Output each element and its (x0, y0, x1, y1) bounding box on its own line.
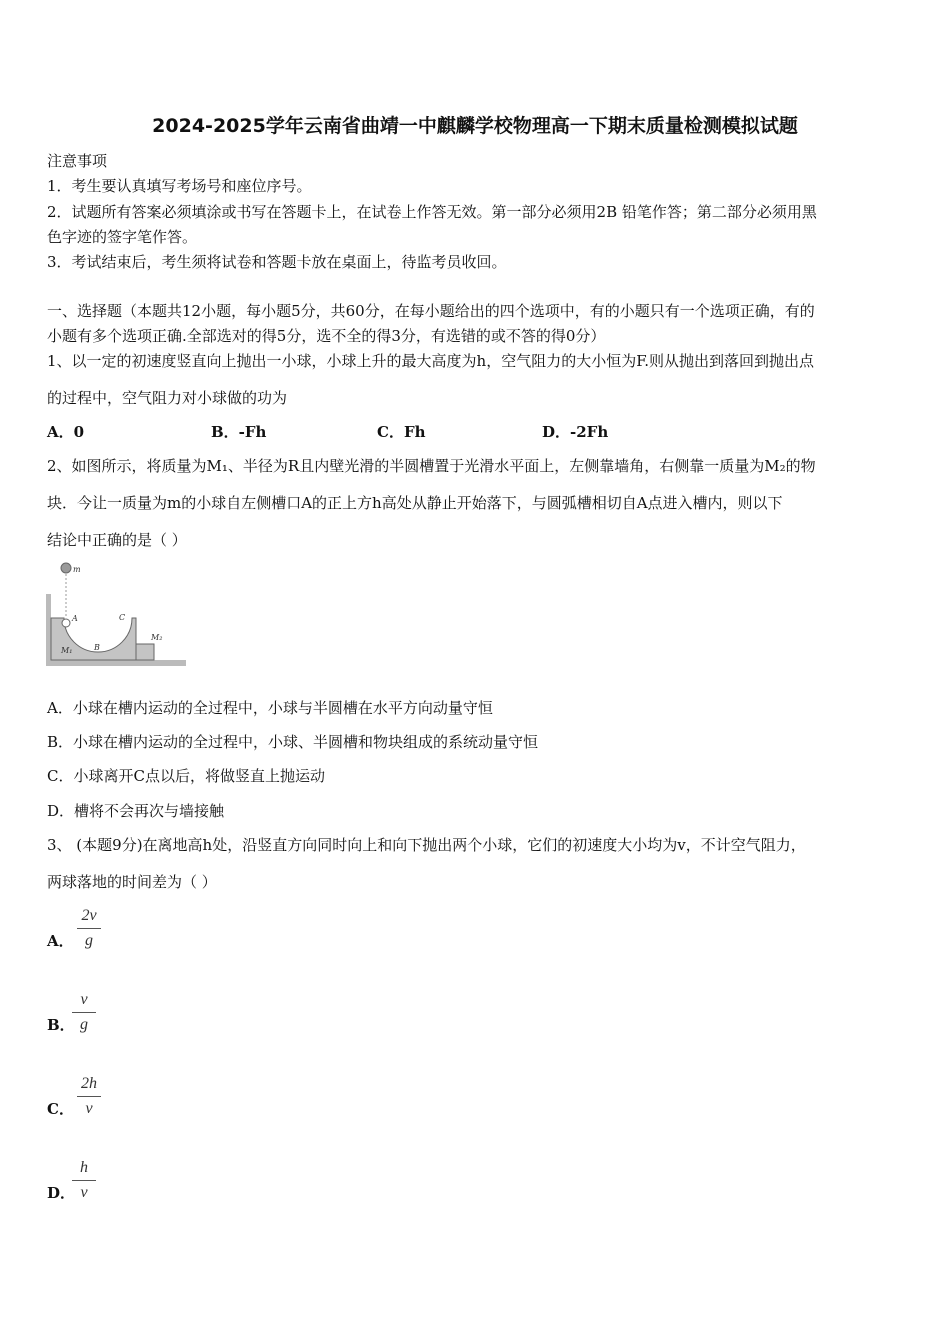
numerator: 2h (81, 1075, 97, 1092)
question-3-text: 3、 (本题9分)在离地高h处，沿竖直方向同时向上和向下抛出两个小球，它们的初速度大小均为v，不计空气阻力， (47, 836, 806, 854)
q3-option-b-label: B． (47, 1016, 75, 1034)
q1-option-a: A．0 (47, 423, 85, 441)
ball-at-a (62, 619, 70, 627)
label-m: m (73, 565, 81, 574)
q3-option-d-label: D． (47, 1184, 76, 1202)
q2-option-c: C．小球离开C点以后，将做竖直上抛运动 (47, 767, 325, 785)
half-cylinder-groove-figure (44, 560, 190, 670)
fraction-bar (72, 1012, 96, 1013)
q3-option-a-label: A． (47, 932, 74, 950)
q3-option-c-label: C． (47, 1100, 74, 1118)
numerator: v (80, 991, 88, 1008)
ball-m (61, 563, 71, 573)
denominator: v (85, 1100, 93, 1117)
q1-option-b: B．-Fh (211, 423, 267, 441)
label-a: A (72, 614, 78, 623)
section-instructions: 小题有多个选项正确.全部选对的得5分，选不全的得3分，有选错的或不答的得0分） (47, 327, 606, 345)
label-c: C (119, 613, 126, 622)
denominator: g (85, 932, 93, 949)
question-1-text: 1、以一定的初速度竖直向上抛出一小球，小球上升的最大高度为h，空气阻力的大小恒为F.则从抛出到落回到抛出点 (47, 352, 815, 370)
wall (46, 594, 51, 666)
notice-heading: 注意事项 (47, 152, 108, 170)
section-instructions: 一、选择题（本题共12小题，每小题5分，共60分，在每小题给出的四个选项中，有的小题只有一个选项正确，有的 (47, 302, 815, 320)
block-m2 (136, 644, 154, 660)
notice-item: 2．试题所有答案必须填涂或书写在答题卡上，在试卷上作答无效。第一部分必须用2B 铅笔作答；第二部分必须用黑 (47, 203, 817, 221)
fraction-bar (77, 928, 101, 929)
q3-option-a-fraction (77, 906, 101, 951)
page-title: 2024-2025学年云南省曲靖一中麒麟学校物理高一下期末质量检测模拟试题 (152, 115, 798, 137)
label-b: B (94, 643, 100, 652)
fraction-bar (72, 1180, 96, 1181)
question-2-text: 结论中正确的是（ ） (47, 531, 187, 549)
numerator: h (80, 1159, 88, 1176)
q1-option-c: C．Fh (377, 423, 426, 441)
q3-option-c-fraction (77, 1074, 101, 1119)
floor (46, 660, 186, 666)
question-1-text: 的过程中，空气阻力对小球做的功为 (47, 389, 288, 407)
q3-option-d-fraction (72, 1158, 96, 1203)
q2-option-b: B．小球在槽内运动的全过程中，小球、半圆槽和物块组成的系统动量守恒 (47, 733, 539, 751)
denominator: g (80, 1016, 88, 1033)
question-2-text: 2、如图所示，将质量为M₁、半径为R且内壁光滑的半圆槽置于光滑水平面上，左侧靠墙角，右侧靠一质量为M₂的物 (47, 457, 816, 475)
question-3-text: 两球落地的时间差为（ ） (47, 873, 217, 891)
numerator: 2v (81, 907, 97, 924)
notice-item: 3．考试结束后，考生须将试卷和答题卡放在桌面上，待监考员收回。 (47, 253, 507, 271)
notice-item: 色字迹的签字笔作答。 (47, 228, 198, 246)
q2-option-a: A．小球在槽内运动的全过程中，小球与半圆槽在水平方向动量守恒 (47, 699, 493, 717)
notice-item: 1．考生要认真填写考场号和座位序号。 (47, 177, 312, 195)
denominator: v (80, 1184, 88, 1201)
q2-option-d: D．槽将不会再次与墙接触 (47, 802, 225, 820)
label-m1: M₁ (61, 646, 73, 655)
q3-option-b-fraction (72, 990, 96, 1035)
fraction-bar (77, 1096, 101, 1097)
label-m2: M₂ (151, 633, 163, 642)
q1-option-d: D．-2Fh (542, 423, 609, 441)
question-2-text: 块．今让一质量为m的小球自左侧槽口A的正上方h高处从静止开始落下，与圆弧槽相切自A点进入槽内，则以下 (47, 494, 783, 512)
